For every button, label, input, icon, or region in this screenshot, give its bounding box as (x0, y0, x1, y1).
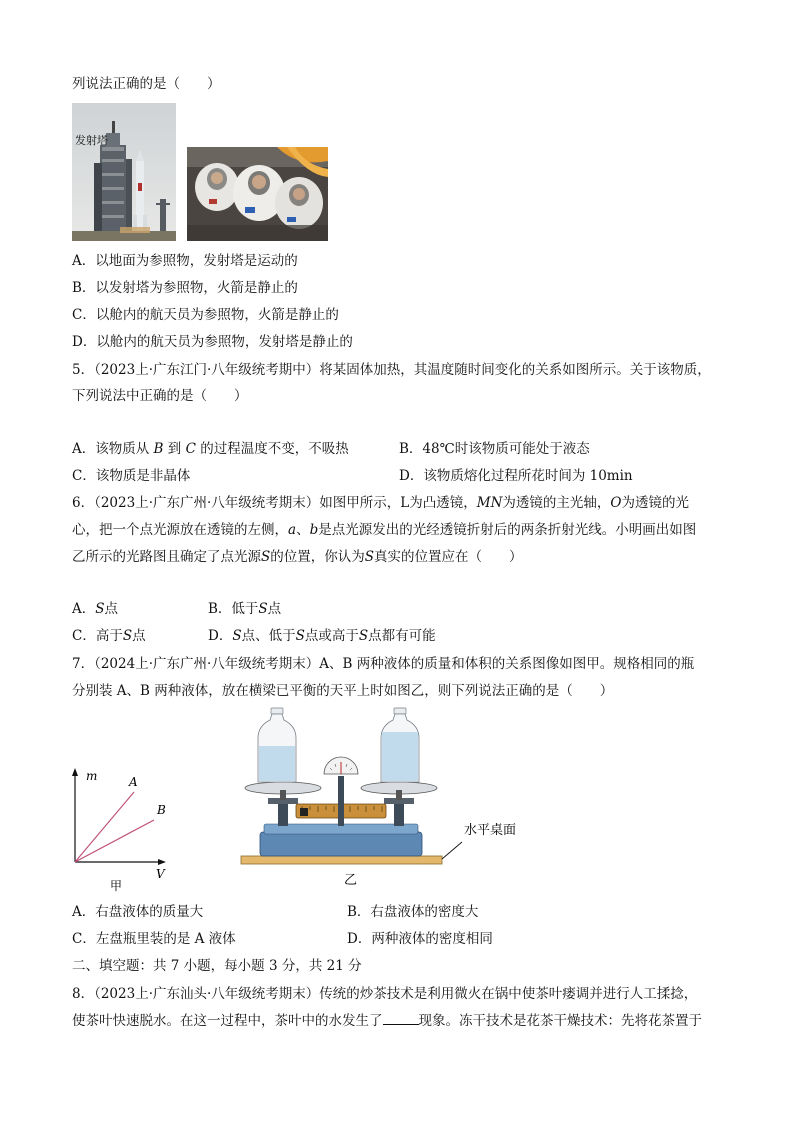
graph-caption: 甲 (110, 879, 123, 893)
line-b (75, 820, 154, 862)
q5-option-c: C．该物质是非晶体 (72, 468, 191, 484)
q6-option-c: C．高于S点 (72, 628, 146, 644)
balance-caption: 乙 (344, 873, 358, 888)
balance-base (260, 832, 422, 856)
table-label-leader (442, 842, 462, 859)
table-label: 水平桌面 (464, 823, 517, 838)
question-7-line-2: 分别装 A、B 两种液体，放在横梁已平衡的天平上时如图乙，则下列说法正确的是（ ） (72, 683, 614, 699)
question-6-line-2: 心，把一个点光源放在透镜的左侧，a、b是点光源发出的光经透镜折射后的两条折射光线。小明画出如图 (72, 522, 697, 538)
line-b-label: B (157, 803, 166, 817)
mass-volume-graph (62, 762, 182, 894)
x-axis-arrow (158, 859, 166, 865)
section-2-heading: 二、填空题：共 7 小题，每小题 3 分，共 21 分 (72, 958, 362, 974)
q7-option-a: A．右盘液体的质量大 (72, 904, 204, 920)
y-axis-label: m (86, 769, 98, 783)
q7-option-c: C．左盘瓶里装的是 A 液体 (72, 931, 236, 947)
question-8-line-2: 使茶叶快速脱水。在这一过程中，茶叶中的水发生了 现象。冻干技术是花茶干燥技术：先将花茶置于 (72, 1013, 702, 1029)
q5-option-b: B．48℃时该物质可能处于液态 (399, 441, 590, 457)
question-6-line-1: 6．（2023上·广东广州·八年级统考期末）如图甲所示，L为凸透镜，MN为透镜的主光轴，O为透镜的光 (72, 495, 689, 511)
question-8-line-1: 8．（2023上·广东汕头·八年级统考期末）传统的炒茶技术是利用微火在锅中使茶叶瘘调并进行人工揉捻， (72, 986, 698, 1002)
right-liquid (382, 732, 418, 781)
question-5-line-1: 5．（2023上·广东江门·八年级统考期中）将某固体加热，其温度随时间变化的关系如图所示。关于该物质， (72, 362, 711, 378)
balance-figure (238, 706, 538, 890)
q6-option-b: B．低于S点 (208, 601, 282, 617)
left-bottle (258, 708, 296, 782)
question-4-stem-tail: 列说法正确的是（ ） (72, 76, 221, 92)
astronauts-image (187, 147, 328, 241)
left-liquid (259, 746, 295, 781)
q5-option-a: A．该物质从 B 到 C 的过程温度不变，不吸热 (72, 441, 349, 457)
q6-option-d: D．S点、低于S点或高于S点都有可能 (208, 628, 436, 644)
q6-option-a: A．S点 (72, 601, 118, 617)
q5-option-d: D．该物质熔化过程所花时间为 10min (399, 468, 633, 484)
q4-option-b: B．以发射塔为参照物，火箭是静止的 (72, 280, 298, 296)
line-a (75, 792, 134, 862)
q4-option-a: A．以地面为参照物，发射塔是运动的 (72, 253, 298, 269)
y-axis-arrow (72, 768, 78, 776)
q7-option-b: B．右盘液体的密度大 (347, 904, 479, 920)
question-7-line-1: 7．（2024上·广东广州·八年级统考期末）A、B 两种液体的质量和体积的关系图像如图甲。规格相同的瓶 (72, 656, 695, 672)
question-5-line-2: 下列说法中正确的是（ ） (72, 388, 248, 404)
astronauts-photo (187, 147, 328, 241)
q7-option-d: D．两种液体的密度相同 (347, 931, 493, 947)
launch-tower-image (72, 103, 176, 241)
q4-option-c: C．以舱内的航天员为参照物，火箭是静止的 (72, 307, 339, 323)
rider (300, 808, 308, 816)
table-top (241, 856, 442, 864)
launch-tower-photo (72, 103, 176, 241)
question-6-line-3: 乙所示的光路图且确定了点光源S的位置，你认为S真实的位置应在（ ） (72, 549, 523, 565)
right-bottle (381, 708, 419, 782)
x-axis-label: V (156, 867, 165, 881)
line-a-label: A (129, 775, 138, 789)
tower-label: 发射塔 (75, 134, 108, 147)
answer-blank[interactable] (383, 1012, 419, 1025)
q4-option-d: D．以舱内的航天员为参照物，发射塔是静止的 (72, 334, 353, 350)
